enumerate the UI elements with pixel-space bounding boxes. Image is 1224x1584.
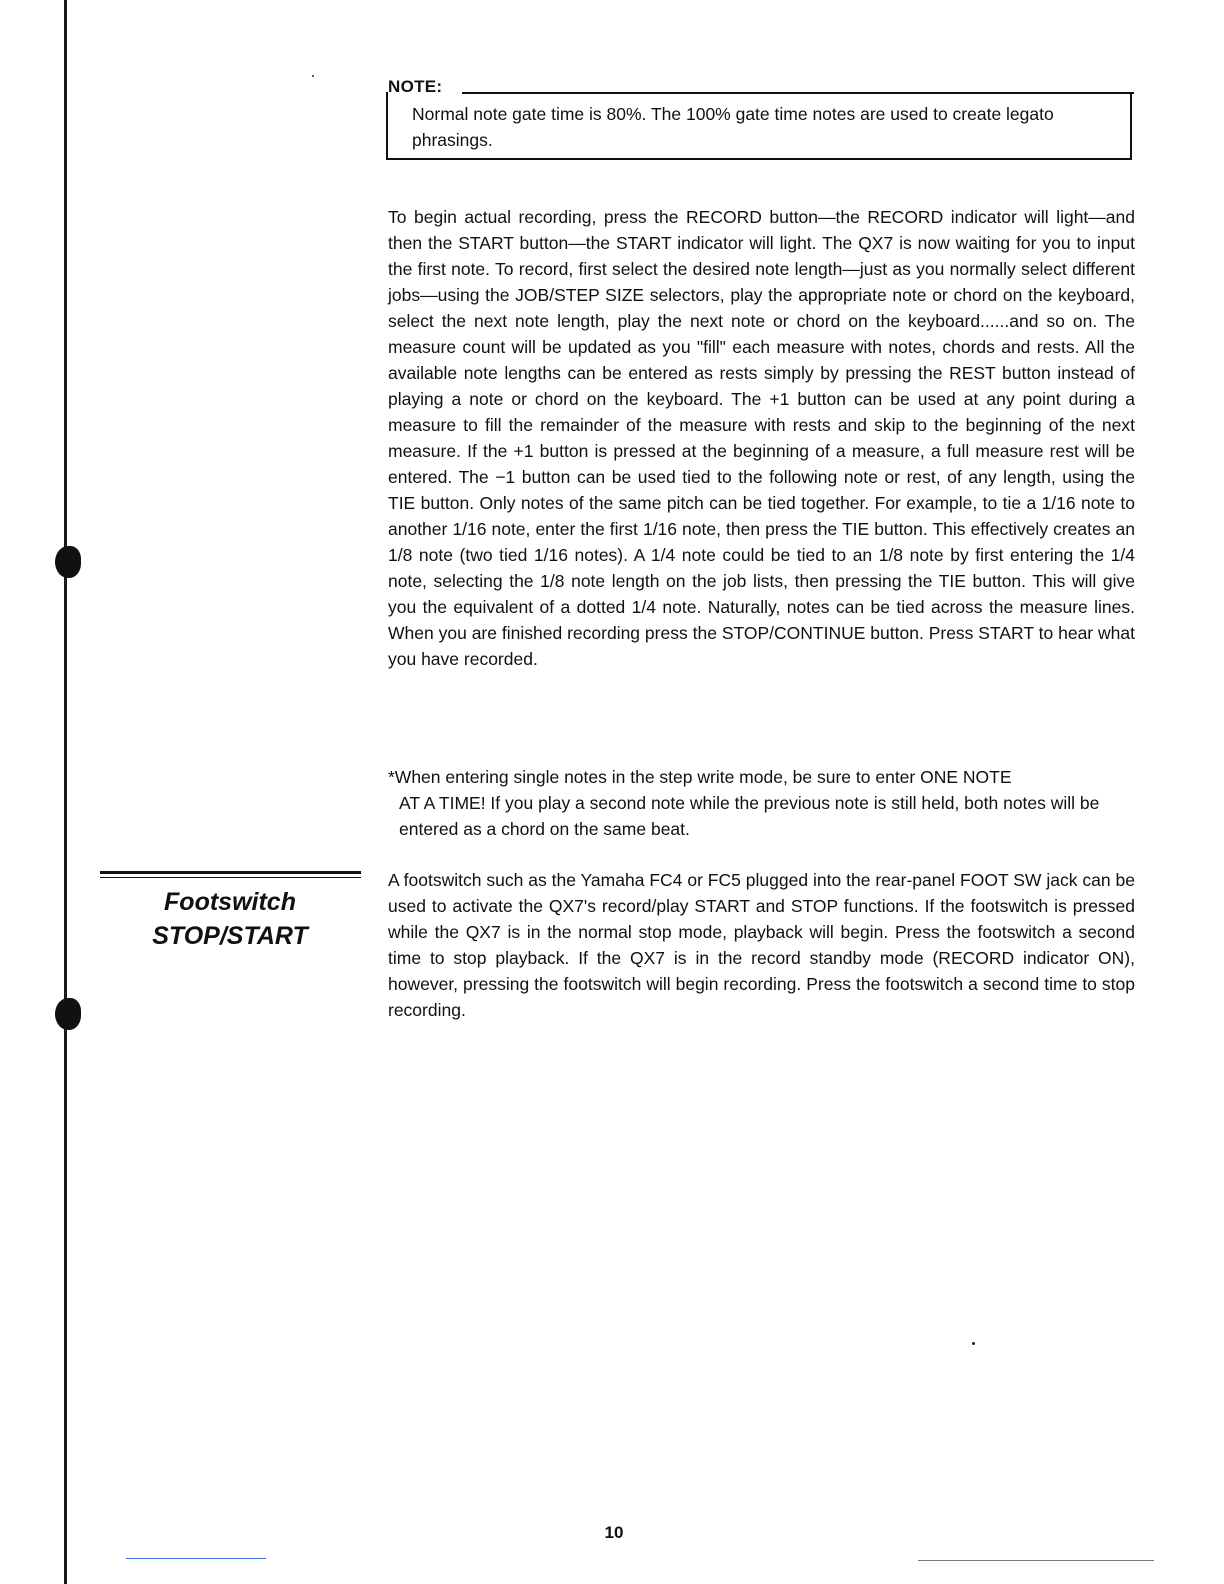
footer-line-left (126, 1558, 266, 1559)
footswitch-paragraph: A footswitch such as the Yamaha FC4 or FC5 plugged into the rear-panel FOOT SW jack can be used to activate the QX7's record/play START and STOP functions. If the footswitch is pressed while the QX7 is in the normal stop mode, playback will begin. Press the footswitch a second time to stop playback. If the QX7 is in the record standby mode (RECORD indicator ON), however, pressing the footswitch will begin recording. Press the footswitch a second time to stop recording. (388, 870, 1135, 1020)
recording-paragraph: To begin actual recording, press the RECORD button—the RECORD indicator will light—and then the START button—the START indicator will light. The QX7 is now waiting for you to input the first note. To record, first select the desired note length—just as you normally select different jobs—using the JOB/STEP SIZE selectors, play the appropriate note or chord on the keyboard, select the next note length, play the next note or chord on the keyboard......and so on. The measure count will be updated as you "fill" each measure with notes, chords and rests. All the available note lengths can be entered as rests simply by pressing the REST button instead of playing a note or chord on the keyboard. The +1 button can be used at any point during a measure to fill the remainder of the measure with rests and skip to the beginning of the next measure. If the +1 button is pressed at the beginning of a measure, a full measure rest will be entered. The −1 button can be used tied to the following note or rest, of any length, using the TIE button. Only notes of the same pitch can be tied together. For example, to tie a 1/16 note to another 1/16 note, enter the first 1/16 note, then press the TIE button. This effectively creates an 1/8 note (two tied 1/16 notes). A 1/4 note could be tied to an 1/8 note by first entering the 1/4 note, selecting the 1/8 note length on the job lists, then pressing the TIE button. This will give you the equivalent of a dotted 1/4 note. Naturally, notes can be tied across the measure lines. When you are finished recording press the STOP/CONTINUE button. Press START to hear what you have recorded. (388, 207, 1135, 669)
footer-line-right (918, 1560, 1154, 1561)
binding-edge (64, 0, 67, 1584)
note-box (386, 92, 1132, 160)
binding-hole-bottom (55, 998, 81, 1030)
section-heading-line-2: STOP/START (152, 922, 308, 950)
step-write-bullet (388, 764, 1135, 842)
section-heading-line-1: Footswitch (164, 888, 296, 916)
section-heading (100, 885, 360, 953)
scan-speck (312, 75, 314, 77)
section-heading-rule (100, 871, 361, 878)
note-label: NOTE: (388, 77, 443, 96)
note-text: Normal note gate time is 80%. The 100% gate time notes are used to create legato phrasings. (412, 104, 1054, 150)
binding-hole-top (55, 546, 81, 578)
scan-speck (972, 1342, 975, 1345)
page-number: 10 (604, 1523, 624, 1542)
bullet-line-1: *When entering single notes in the step write mode, be sure to enter ONE NOTE (388, 767, 1012, 787)
bullet-line-2: AT A TIME! If you play a second note while the previous note is still held, both notes will be entered as a chord on the same beat. (399, 793, 1100, 839)
